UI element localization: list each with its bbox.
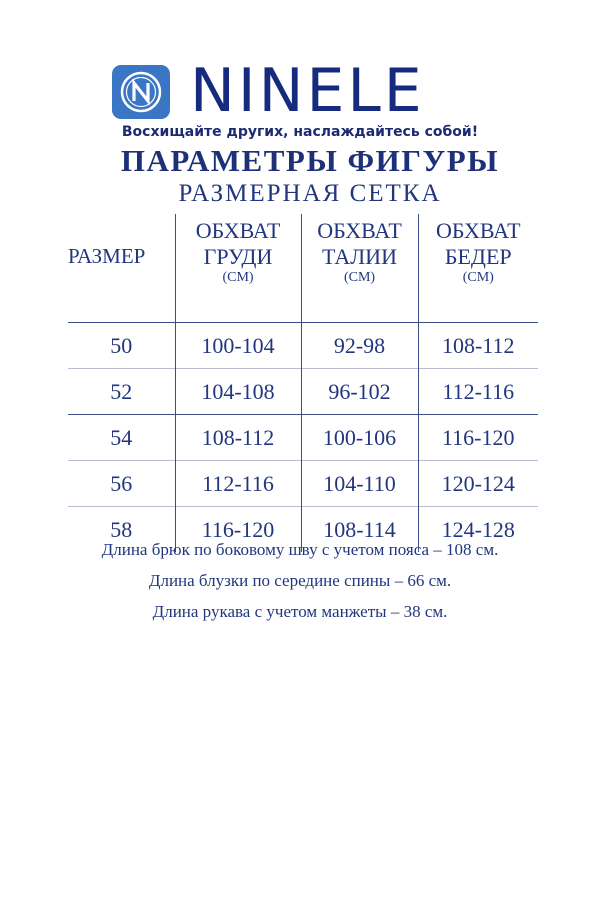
table-row (68, 415, 538, 461)
header-waist-line2: ТАЛИИ (322, 244, 397, 269)
cell-hips: 112-116 (418, 369, 538, 415)
cell-bust: 112-116 (175, 461, 301, 507)
brand-name: NINELE (190, 56, 425, 126)
page-subtitle: РАЗМЕРНАЯ СЕТКА (178, 180, 442, 207)
table-row (68, 369, 538, 415)
cell-bust: 116-120 (175, 507, 301, 553)
cell-waist: 100-106 (301, 415, 418, 461)
cell-waist: 108-114 (301, 507, 418, 553)
header-bust (175, 214, 301, 323)
header-waist (301, 214, 418, 323)
header-size: РАЗМЕР (68, 244, 146, 268)
header-bust-unit: (СМ) (222, 270, 254, 285)
cell-hips: 116-120 (418, 415, 538, 461)
page-title: ПАРАМЕТРЫ ФИГУРЫ (120, 143, 500, 178)
cell-size: 50 (68, 323, 175, 369)
cell-size: 58 (68, 507, 175, 553)
header-bust-line1: ОБХВАТ (195, 218, 281, 243)
cell-size: 54 (68, 415, 175, 461)
cell-size: 56 (68, 461, 175, 507)
cell-waist: 104-110 (301, 461, 418, 507)
cell-size: 52 (68, 369, 175, 415)
note-blouse-length: Длина блузки по середине спины – 66 см. (148, 571, 452, 590)
header-bust-line2: ГРУДИ (203, 244, 273, 269)
cell-hips: 124-128 (418, 507, 538, 553)
size-chart-table (68, 214, 538, 552)
header-hips-unit: (СМ) (462, 270, 494, 285)
header-hips (418, 214, 538, 323)
header-hips-line2: БЕДЕР (444, 244, 512, 269)
cell-hips: 108-112 (418, 323, 538, 369)
header-waist-line1: ОБХВАТ (317, 218, 402, 243)
note-trousers-length: Длина брюк по боковому шву с учетом пояса – 108 см. (101, 540, 499, 559)
ninele-n-circle-icon (112, 65, 170, 119)
table-row (68, 461, 538, 507)
table-header-row (68, 214, 538, 323)
note-sleeve-length: Длина рукава с учетом манжеты – 38 см. (152, 602, 448, 621)
header-hips-line1: ОБХВАТ (435, 218, 521, 243)
brand-slogan: Восхищайте других, наслаждайтесь собой! (121, 124, 479, 140)
brand-logo (112, 56, 502, 126)
cell-waist: 92-98 (301, 323, 418, 369)
cell-bust: 104-108 (175, 369, 301, 415)
header-waist-unit: (СМ) (343, 270, 376, 285)
table-row (68, 323, 538, 369)
cell-bust: 100-104 (175, 323, 301, 369)
cell-bust: 108-112 (175, 415, 301, 461)
cell-hips: 120-124 (418, 461, 538, 507)
cell-waist: 96-102 (301, 369, 418, 415)
